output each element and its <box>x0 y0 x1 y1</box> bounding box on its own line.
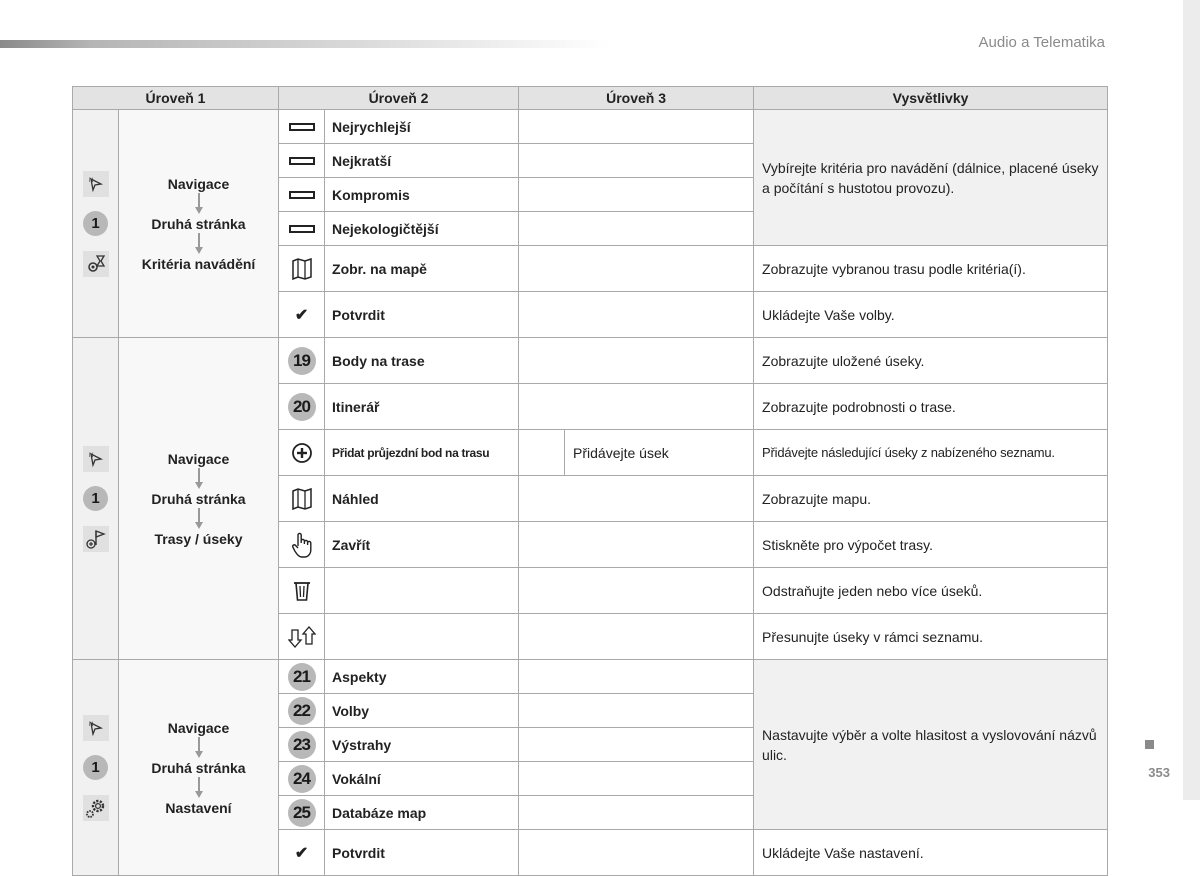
explanation-text: Ukládejte Vaše volby. <box>754 292 1108 338</box>
level3-label <box>519 522 754 568</box>
table-header-row <box>73 87 1108 110</box>
minus-bar-icon <box>279 122 324 132</box>
down-arrow-icon <box>119 777 278 799</box>
number-23-icon: 23 <box>288 731 316 759</box>
minus-bar-icon <box>279 156 324 166</box>
level2-label: Přidat průjezdní bod na trasu <box>325 430 519 476</box>
level2-label: Potvrdit <box>325 830 519 876</box>
level2-label: Volby <box>325 694 519 728</box>
level1-path-navigation-criteria <box>119 110 279 338</box>
level2-icon-cell <box>279 660 325 694</box>
level2-icon-cell <box>279 338 325 384</box>
page-number: 353 <box>1148 765 1170 780</box>
level2-label: Zavřít <box>325 522 519 568</box>
level2-icon-cell <box>279 476 325 522</box>
minus-bar-icon <box>279 224 324 234</box>
plus-circle-icon <box>279 442 324 464</box>
table-row <box>73 110 1108 144</box>
navigation-icon <box>83 171 109 197</box>
level1-icons-cell <box>73 338 119 660</box>
level2-icon-cell <box>279 144 325 178</box>
level1-step: Nastavení <box>165 799 232 816</box>
route-flag-icon <box>83 526 109 552</box>
criteria-gear-icon <box>83 251 109 277</box>
level2-icon-cell <box>279 830 325 876</box>
explanation-text: Přesunujte úseky v rámci seznamu. <box>754 614 1108 660</box>
map-icon <box>279 258 324 280</box>
page-edge-bar <box>1183 0 1200 800</box>
explanation-text: Zobrazujte podrobnosti o trase. <box>754 384 1108 430</box>
explanation-text: Odstraňujte jeden nebo více úseků. <box>754 568 1108 614</box>
level2-label: Aspekty <box>325 660 519 694</box>
explanation-text: Vybírejte kritéria pro navádění (dálnice, placené úseky a počítání s hustotou provozu). <box>754 110 1108 246</box>
number-20-icon: 20 <box>288 393 316 421</box>
header-decorative-bar <box>0 40 610 48</box>
level1-step: Navigace <box>167 450 230 467</box>
level1-icons-cell <box>73 110 119 338</box>
level2-icon-cell <box>279 246 325 292</box>
explanation-text: Stiskněte pro výpočet trasy. <box>754 522 1108 568</box>
level3-icon-cell <box>519 430 565 476</box>
level2-icon-cell <box>279 728 325 762</box>
level3-label <box>519 246 754 292</box>
level1-icons-cell <box>73 660 119 876</box>
number-one-icon: 1 <box>83 486 108 511</box>
level2-icon-cell <box>279 694 325 728</box>
explanation-text: Zobrazujte mapu. <box>754 476 1108 522</box>
level3-label <box>519 568 754 614</box>
down-arrow-icon <box>119 737 278 759</box>
map-icon <box>279 488 324 510</box>
level2-icon-cell <box>279 762 325 796</box>
header-level2: Úroveň 2 <box>279 87 519 110</box>
level3-label <box>519 830 754 876</box>
level3-label <box>519 338 754 384</box>
level2-icon-cell <box>279 796 325 830</box>
level2-label: Body na trase <box>325 338 519 384</box>
navigation-icon <box>83 715 109 741</box>
level3-label <box>519 762 754 796</box>
explanation-text: Ukládejte Vaše nastavení. <box>754 830 1108 876</box>
explanation-text: Zobrazujte vybranou trasu podle kritéria(í). <box>754 246 1108 292</box>
number-one-icon: 1 <box>83 755 108 780</box>
level1-step: Druhá stránka <box>151 215 246 232</box>
level3-label <box>519 212 754 246</box>
level3-label <box>519 614 754 660</box>
level2-label <box>325 568 519 614</box>
level3-label <box>519 110 754 144</box>
header-level1: Úroveň 1 <box>73 87 279 110</box>
level3-label <box>519 728 754 762</box>
level2-label: Vokální <box>325 762 519 796</box>
level3-label: Přidávejte úsek <box>565 430 754 476</box>
level1-step: Druhá stránka <box>151 759 246 776</box>
level3-label <box>519 694 754 728</box>
level1-step: Druhá stránka <box>151 490 246 507</box>
svg-text:N: N <box>88 177 93 184</box>
explanation-text: Nastavujte výběr a volte hlasitost a vyslovování názvů ulic. <box>754 660 1108 830</box>
level3-label <box>519 660 754 694</box>
chapter-title: Audio a Telematika <box>978 34 1105 51</box>
level1-step: Navigace <box>167 719 230 736</box>
level2-label: Nejkratší <box>325 144 519 178</box>
settings-gear-icon <box>83 795 109 821</box>
level3-label <box>519 796 754 830</box>
level2-label: Nejrychlejší <box>325 110 519 144</box>
level2-icon-cell <box>279 110 325 144</box>
page-marker <box>1145 740 1154 749</box>
header-explanation: Vysvětlivky <box>754 87 1108 110</box>
level2-icon-cell <box>279 384 325 430</box>
level3-label <box>519 178 754 212</box>
level2-icon-cell <box>279 522 325 568</box>
level2-icon-cell <box>279 430 325 476</box>
number-24-icon: 24 <box>288 765 316 793</box>
trash-icon <box>279 580 324 602</box>
level2-icon-cell <box>279 292 325 338</box>
number-21-icon: 21 <box>288 663 316 691</box>
level2-label: Zobr. na mapě <box>325 246 519 292</box>
level2-icon-cell <box>279 178 325 212</box>
level2-icon-cell <box>279 568 325 614</box>
explanation-text: Zobrazujte uložené úseky. <box>754 338 1108 384</box>
level3-label <box>519 292 754 338</box>
level3-label <box>519 476 754 522</box>
level2-icon-cell <box>279 614 325 660</box>
menu-table <box>72 86 1108 876</box>
level2-label: Kompromis <box>325 178 519 212</box>
level2-label: Výstrahy <box>325 728 519 762</box>
level2-icon-cell <box>279 212 325 246</box>
level2-label: Itinerář <box>325 384 519 430</box>
down-arrow-icon <box>119 468 278 490</box>
level2-label: Potvrdit <box>325 292 519 338</box>
level1-path-navigation-settings <box>119 660 279 876</box>
level1-step: Trasy / úseky <box>154 530 243 547</box>
level3-label <box>519 144 754 178</box>
number-25-icon: 25 <box>288 799 316 827</box>
level1-step: Navigace <box>167 175 230 192</box>
svg-text:N: N <box>88 721 93 728</box>
level2-label: Databáze map <box>325 796 519 830</box>
level3-label <box>519 384 754 430</box>
level2-label: Náhled <box>325 476 519 522</box>
svg-text:N: N <box>88 452 93 459</box>
table-row <box>73 338 1108 384</box>
level2-label <box>325 614 519 660</box>
navigation-icon <box>83 446 109 472</box>
number-one-icon: 1 <box>83 211 108 236</box>
header-level3: Úroveň 3 <box>519 87 754 110</box>
level2-label: Nejekologičtější <box>325 212 519 246</box>
down-arrow-icon <box>119 233 278 255</box>
explanation-text: Přidávejte následující úseky z nabízeného seznamu. <box>754 430 1108 476</box>
move-arrows-icon <box>279 626 324 648</box>
minus-bar-icon <box>279 190 324 200</box>
check-icon: ✔ <box>294 844 309 862</box>
down-arrow-icon <box>119 508 278 530</box>
check-icon: ✔ <box>294 306 309 324</box>
level1-path-navigation-routes <box>119 338 279 660</box>
number-22-icon: 22 <box>288 697 316 725</box>
table-row <box>73 660 1108 694</box>
level1-step: Kritéria navádění <box>141 255 256 272</box>
number-19-icon: 19 <box>288 347 316 375</box>
down-arrow-icon <box>119 193 278 215</box>
hand-pointer-icon <box>279 532 324 558</box>
